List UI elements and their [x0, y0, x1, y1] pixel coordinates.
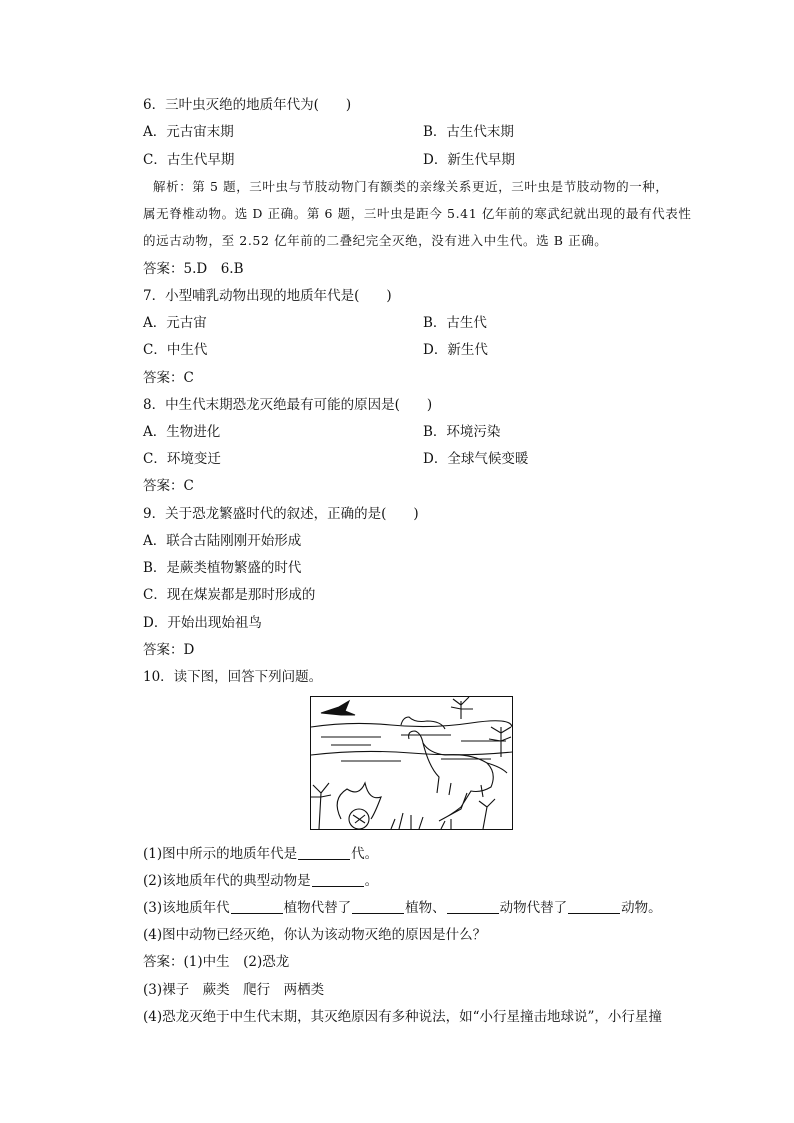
q9-option-a: A．联合古陆刚刚开始形成: [143, 533, 302, 549]
blank-line: [298, 845, 350, 860]
analysis-line-3: 的远古动物，至 2.52 亿年前的二叠纪完全灭绝，没有进入中生代。选 B 正确。: [143, 233, 608, 248]
analysis-line-1: 解析：第 5 题，三叶虫与节肢动物门有额类的亲缘关系更近，三叶虫是节肢动物的一种，: [153, 179, 669, 194]
q10-sub-2-suffix: 。: [364, 873, 379, 889]
q10-sub-3-text-4: 动物代替了: [499, 900, 568, 916]
q10-sub-4: (4)图中动物已经灭绝，你认为该动物灭绝的原因是什么？: [143, 927, 487, 943]
q8-stem: 8．中生代末期恐龙灭绝最有可能的原因是( ): [143, 397, 433, 413]
q10-stem: 10．读下图，回答下列问题。: [143, 669, 323, 685]
blank-line: [231, 899, 283, 914]
blank-line: [312, 872, 364, 887]
q6-option-c: C．古生代早期: [143, 152, 235, 168]
q10-sub-2-text: (2)该地质年代的典型动物是: [143, 873, 311, 889]
q10-sub-3-text-3: 植物、: [405, 900, 446, 916]
q9-option-b: B．是蕨类植物繁盛的时代: [143, 560, 302, 576]
q6-option-a: A．元古宙末期: [143, 124, 234, 140]
q8-answer: 答案：C: [143, 478, 194, 494]
analysis-line-2: 属无脊椎动物。选 D 正确。第 6 题，三叶虫是距今 5.41 亿年前的寒武纪就出现的最有代表性: [143, 206, 692, 221]
q9-option-c: C．现在煤炭都是那时形成的: [143, 587, 316, 603]
q8-option-a: A．生物进化: [143, 424, 221, 440]
q10-sub-3-text-2: 植物代替了: [283, 900, 352, 916]
q10-sub-1: [143, 844, 378, 864]
q9-option-d: D．开始出现始祖鸟: [143, 615, 262, 631]
answer-5-6: 答案：5.D 6.B: [143, 261, 244, 277]
q10-answer-3: (4)恐龙灭绝于中生代末期，其灭绝原因有多种说法，如“小行星撞击地球说”，小行星撞: [143, 1009, 662, 1025]
q6-option-d: D．新生代早期: [423, 152, 515, 168]
q10-sub-1-text: (1)图中所示的地质年代是: [143, 846, 298, 862]
q7-stem: 7．小型哺乳动物出现的地质年代是( ): [143, 288, 392, 304]
q10-sub-2: [143, 871, 378, 891]
q9-stem: 9．关于恐龙繁盛时代的叙述，正确的是( ): [143, 506, 419, 522]
q9-answer: 答案：D: [143, 642, 195, 658]
blank-line: [352, 899, 404, 914]
q6-option-b: B．古生代末期: [423, 124, 514, 140]
blank-line: [568, 899, 620, 914]
q10-answer-1: 答案：(1)中生 (2)恐龙: [143, 954, 290, 970]
q8-option-d: D．全球气候变暖: [423, 451, 529, 467]
q7-option-b: B．古生代: [423, 315, 487, 331]
q10-sub-3-text: (3)该地质年代: [143, 900, 230, 916]
q7-answer: 答案：C: [143, 370, 194, 386]
blank-line: [447, 899, 499, 914]
q8-option-c: C．环境变迁: [143, 451, 221, 467]
q7-option-d: D．新生代: [423, 342, 488, 358]
q6-stem: 6．三叶虫灭绝的地质年代为( ): [143, 97, 352, 113]
q10-sub-1-suffix: 代。: [351, 846, 379, 862]
q10-sub-3: [143, 898, 662, 918]
q7-option-c: C．中生代: [143, 342, 208, 358]
q7-option-a: A．元古宙: [143, 315, 207, 331]
q10-answer-2: (3)裸子 蕨类 爬行 两栖类: [143, 982, 325, 998]
dinosaur-illustration: [310, 696, 513, 830]
q10-sub-3-text-5: 动物。: [621, 900, 662, 916]
q8-option-b: B．环境污染: [423, 424, 501, 440]
